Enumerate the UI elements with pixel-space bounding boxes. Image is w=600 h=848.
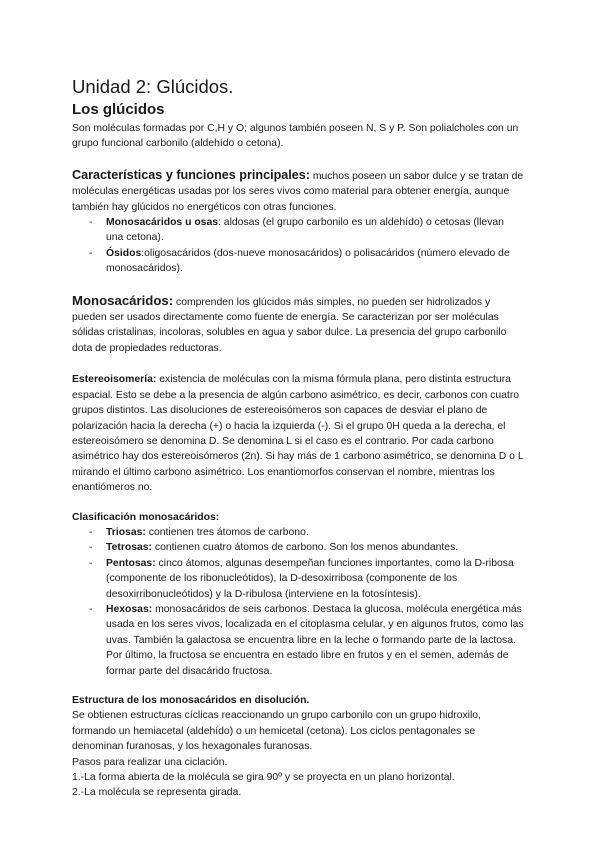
list-dash: - xyxy=(89,217,93,229)
estructura-heading: Estructura de los monosacáridos en disolución. xyxy=(72,695,310,706)
monosacaridos-paragraph xyxy=(72,293,524,357)
list-item xyxy=(72,556,524,602)
estereoisomeria-paragraph xyxy=(72,372,524,495)
list-item-text: cinco átomos, algunas desempeñan funciones importantes, como la D-ribosa (componente de los ribonucleótidos), la D-desoxirribosa (componente de los desoxirribonucleótidos) y la D-ribulosa (interviene en la fotosíntesis). xyxy=(106,557,514,600)
list-item-term: Tetrosas: xyxy=(106,542,153,554)
paso-item: 2.-La molécula se representa girada. xyxy=(72,787,242,799)
list-item-text: contienen tres átomos de carbono. xyxy=(145,526,309,538)
caracteristicas-text: muchos poseen un sabor dulce y se tratan de moléculas energéticas usadas por los seres vivos como material para obtener energía, aunque también hay glúcidos no energéticos con otras funciones. xyxy=(72,170,524,213)
list-dash: - xyxy=(89,557,93,569)
list-dash: - xyxy=(89,247,93,259)
paso-item: 1.-La forma abierta de la molécula se gira 90º y se proyecta en un plano horizontal. xyxy=(72,772,455,784)
section-title-glucidos: Los glúcidos xyxy=(72,101,165,118)
estructura-paragraph: Se obtienen estructuras cíclicas reaccionando un grupo carbonilo con un grupo hidroxilo, formando un hemiacetal (aldehído) o un hemicetal (cetona). Los ciclos pentagonales se denominan furanosas, y los hexagonales furanosas. xyxy=(72,710,481,753)
clasificacion-list xyxy=(72,525,524,679)
list-dash: - xyxy=(89,542,93,554)
list-item-term: Pentosas: xyxy=(106,557,156,569)
monosacaridos-text: comprenden los glúcidos más simples, no pueden ser hidrolizados y pueden ser usados directamente como fuente de energía. Se caracterizan por ser moléculas sólidas cristalinas, incoloras, solubles en agua y sabor dulce. La presencia del grupo carbonilo dota de propiedades reductoras. xyxy=(72,296,507,354)
list-item xyxy=(72,540,524,555)
list-item xyxy=(72,215,524,246)
caracteristicas-paragraph xyxy=(72,168,524,215)
list-item-term: Triosas: xyxy=(106,526,146,538)
monosacaridos-lead: Monosacáridos: xyxy=(72,292,174,308)
list-item-text: contienen cuatro átomos de carbono. Son los menos abundantes. xyxy=(152,542,459,554)
list-dash: - xyxy=(89,526,93,538)
list-item-term: Hexosas: xyxy=(106,603,153,615)
list-item-text: monosacáridos de seis carbonos. Destaca la glucosa, molécula energética más usada en los seres vivos, localizada en el citoplasma celular, y en algunos frutos, como las uvas. También la galactosa se encuentra libre en la leche o formando parte de la lactosa. Por último, la fructosa se encuentra en estado libre en frutos y en el semen, además de formar parte del disacárido fructosa. xyxy=(106,603,524,677)
list-dash: - xyxy=(89,603,93,615)
list-item-text: :oligosacáridos (dos-nueve monosacáridos) o polisacáridos (número elevado de monosacáridos). xyxy=(106,247,510,275)
document-page xyxy=(72,76,524,801)
pasos-title: Pasos para realizar una ciclación. xyxy=(72,756,228,768)
list-item-term: Ósidos xyxy=(106,247,142,259)
estereoisomeria-text: existencia de moléculas con la misma fórmula plana, pero distinta estructura espacial. Esto se debe a la presencia de algún carbono asimétrico, es decir, carbonos con cuatro grupos distintos. Las disoluciones de estereoisómeros son capaces de desviar el plano de polarización hacia la derecha (+) o hacia la izquierda (-). Si el grupo 0H queda a la derecha, el estereoisómero se denomina D. Se denomina L si el caso es el contrario. Por cada carbono asimétrico hay dos estereoisómeros (2n). Si hay más de 1 carbono asimétrico, se denomina D o L mirando el último carbono asimétrico. Los enantiomorfos conservan el nombre, mientras los enantiómeros no. xyxy=(72,374,524,494)
list-item xyxy=(72,525,524,540)
list-item-term: Monosacáridos u osas xyxy=(106,217,219,229)
list-item xyxy=(72,602,524,679)
list-item xyxy=(72,246,524,277)
estereoisomeria-lead: Estereoisomería: xyxy=(72,374,157,386)
tipos-list xyxy=(72,215,524,277)
list-item-text: : aldosas (el grupo carbonilo es un aldehído) o cetosas (llevan una cetona). xyxy=(106,217,504,244)
caracteristicas-lead: Características y funciones principales: xyxy=(72,167,310,182)
page-title: Unidad 2: Glúcidos. xyxy=(72,76,234,97)
intro-paragraph: Son moléculas formadas por C,H y O; algunos también poseen N, S y P. Son polialcholes con un grupo funcional carbonilo (aldehído o cetona). xyxy=(72,123,519,150)
clasificacion-heading: Clasificación monosacáridos: xyxy=(72,511,220,523)
